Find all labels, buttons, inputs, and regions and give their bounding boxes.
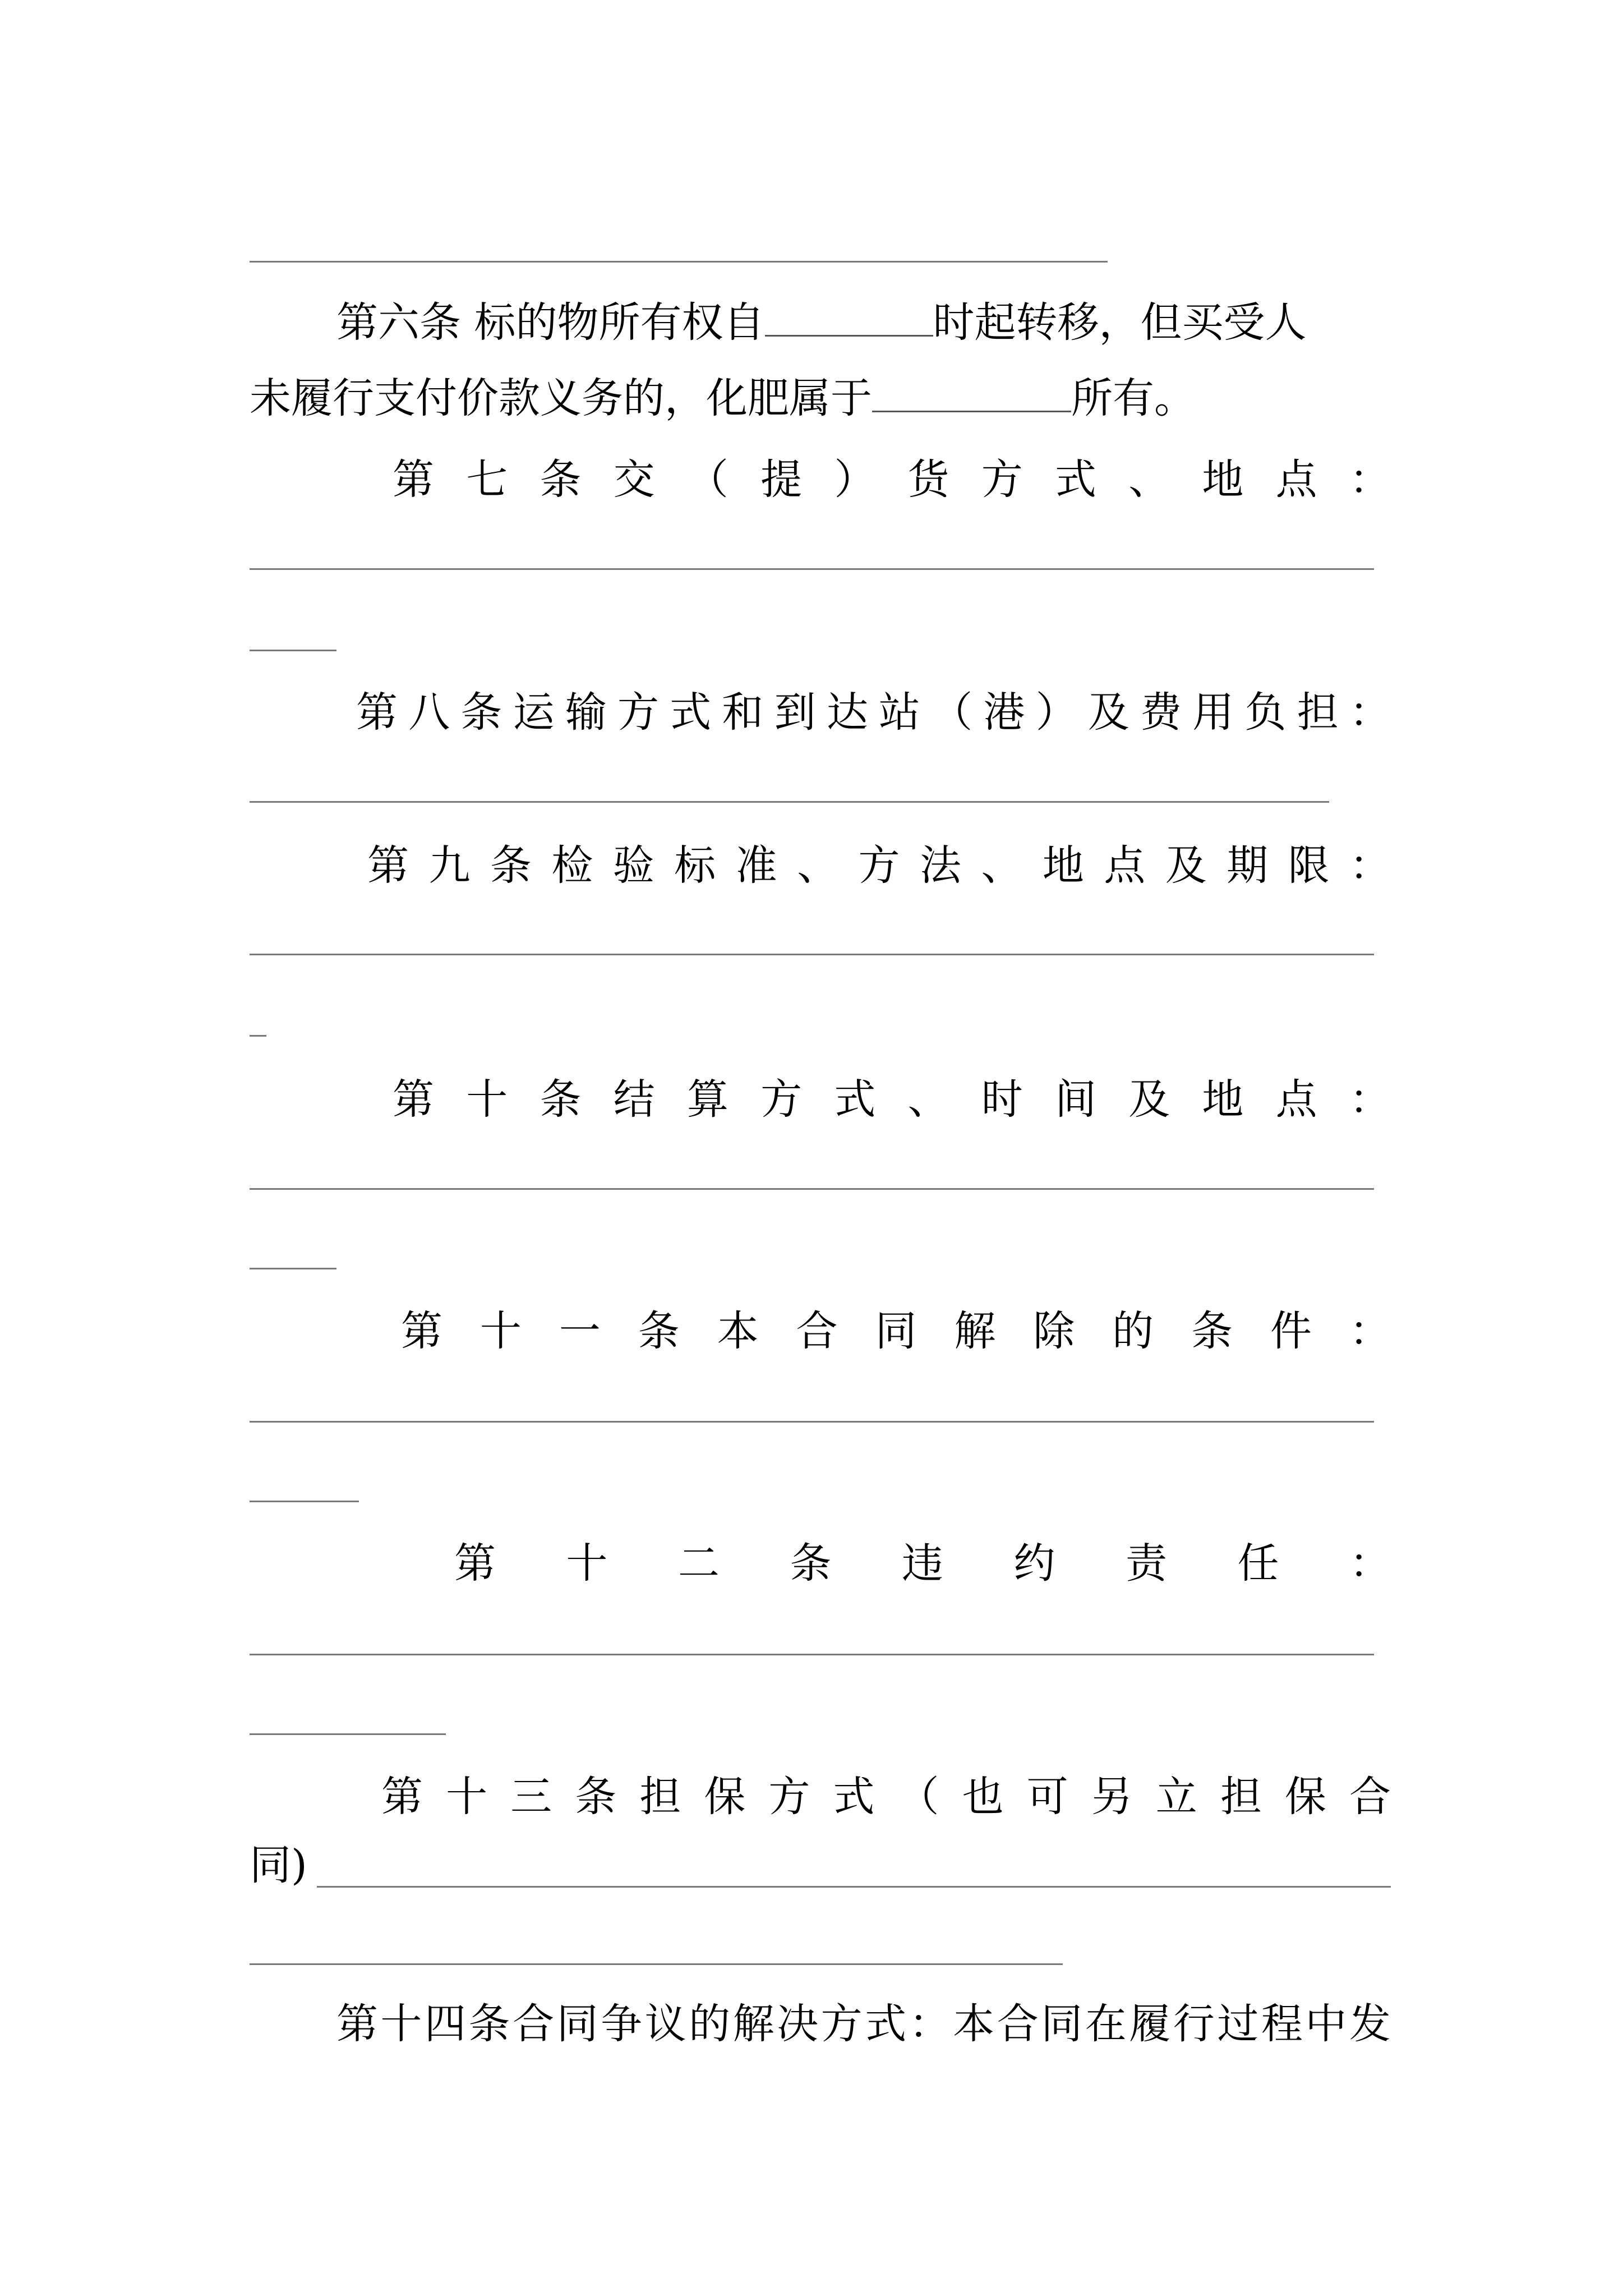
heading-char: 过	[1217, 2000, 1259, 2048]
heading-char: ：	[1349, 1075, 1391, 1124]
heading-char: 货	[907, 455, 949, 504]
heading-char: 合	[1349, 1773, 1391, 1821]
heading-char: 件	[1270, 1307, 1312, 1355]
heading-char: 间	[1054, 1075, 1096, 1124]
article-14	[336, 1993, 1391, 2055]
heading-char: ）	[1035, 688, 1077, 737]
article-12	[454, 1533, 1391, 1594]
heading-char: 站	[879, 688, 921, 737]
blank-line	[250, 568, 1374, 570]
heading-char: 方	[981, 455, 1023, 504]
heading-char: 第	[381, 1773, 423, 1821]
heading-char: 式	[670, 688, 712, 737]
heading-char: 算	[686, 1075, 728, 1124]
blank-line	[250, 1421, 1374, 1423]
heading-char: （	[686, 455, 728, 504]
heading-char: 输	[565, 688, 607, 737]
heading-char: 期	[1227, 841, 1269, 890]
blank-line	[250, 1963, 1063, 1965]
heading-char: 三	[510, 1773, 552, 1821]
heading-char: 十	[479, 1307, 522, 1355]
heading-char: 负	[1244, 688, 1287, 737]
heading-char: 准	[735, 841, 777, 890]
heading-char: 用	[1192, 688, 1234, 737]
heading-char: 保	[1284, 1773, 1326, 1821]
heading-char: （	[931, 688, 973, 737]
heading-char: 结	[613, 1075, 655, 1124]
heading-char: 担	[1220, 1773, 1262, 1821]
blank-field[interactable]	[872, 371, 1071, 412]
blank-field[interactable]	[765, 296, 933, 337]
heading-char: 第	[336, 2000, 378, 2048]
heading-char: 程	[1261, 2000, 1303, 2048]
blank-line	[250, 1654, 1374, 1655]
heading-char: 点	[1104, 841, 1146, 890]
heading-char: 担	[1297, 688, 1339, 737]
heading-char: 条	[575, 1773, 617, 1821]
article-7	[393, 449, 1391, 510]
heading-char: 保	[704, 1773, 746, 1821]
article-6-line-2: 未履行支付价款义务的，化肥属于 所有。	[250, 367, 1391, 429]
blank-line	[250, 1268, 336, 1269]
blank-line	[250, 1501, 359, 1502]
heading-char: 条	[540, 1075, 582, 1124]
heading-char: 第	[454, 1539, 496, 1588]
heading-char: 及	[1128, 1075, 1170, 1124]
heading-char: 本	[717, 1307, 759, 1355]
heading-char: 担	[639, 1773, 681, 1821]
heading-char: 条	[490, 841, 532, 890]
heading-char: 合	[513, 2000, 555, 2048]
heading-char: 的	[689, 2000, 731, 2048]
heading-char: 也	[962, 1773, 1004, 1821]
heading-char: 点	[1275, 1075, 1317, 1124]
heading-char: 四	[425, 2000, 467, 2048]
article-11	[401, 1300, 1391, 1362]
article-10	[393, 1069, 1391, 1130]
heading-char: 合	[796, 1307, 838, 1355]
heading-char: 地	[1202, 455, 1244, 504]
blank-line	[250, 261, 1108, 263]
heading-char: 任	[1237, 1539, 1279, 1588]
heading-char: 方	[820, 2000, 863, 2048]
article-13-line-2: 同)	[250, 1841, 307, 1889]
heading-char: 另	[1091, 1773, 1133, 1821]
heading-char: 方	[858, 841, 900, 890]
heading-char: 条	[540, 455, 582, 504]
heading-char: 八	[408, 688, 450, 737]
heading-char: ：	[1349, 688, 1391, 737]
heading-char: 解	[732, 2000, 774, 2048]
heading-char: 条	[460, 688, 502, 737]
heading-char: 履	[1129, 2000, 1171, 2048]
heading-char: 、	[797, 841, 839, 890]
heading-char: 达	[826, 688, 868, 737]
heading-char: 同	[1041, 2000, 1083, 2048]
blank-line	[250, 1188, 1374, 1190]
heading-char: 条	[790, 1539, 832, 1588]
heading-char: 验	[612, 841, 654, 890]
heading-char: 十	[466, 1075, 508, 1124]
heading-char: 条	[638, 1307, 680, 1355]
heading-char: 十	[566, 1539, 608, 1588]
blank-line	[250, 801, 1329, 803]
heading-char: 争	[601, 2000, 643, 2048]
heading-char: 本	[953, 2000, 995, 2048]
heading-char: 立	[1155, 1773, 1197, 1821]
heading-char: 决	[777, 2000, 819, 2048]
heading-char: 第	[393, 455, 434, 504]
heading-char: 地	[1042, 841, 1084, 890]
blank-line	[250, 954, 1374, 955]
heading-char: 一	[559, 1307, 601, 1355]
heading-char: 中	[1305, 2000, 1347, 2048]
heading-char: ）	[834, 455, 876, 504]
heading-char: 港	[983, 688, 1025, 737]
heading-char: 的	[1112, 1307, 1154, 1355]
heading-char: 检	[551, 841, 593, 890]
heading-char: 在	[1085, 2000, 1127, 2048]
blank-line	[250, 1733, 446, 1735]
heading-char: （	[897, 1773, 939, 1821]
heading-char: 和	[722, 688, 764, 737]
heading-char: 责	[1126, 1539, 1167, 1588]
heading-char: 限	[1288, 841, 1330, 890]
heading-char: ：	[909, 2000, 951, 2048]
article-6-line-1: 第六条 标的物所有权自 时起转移，但买受人	[336, 292, 1391, 353]
heading-char: 及	[1165, 841, 1207, 890]
heading-char: ：	[1349, 1539, 1391, 1588]
heading-char: 地	[1202, 1075, 1244, 1124]
heading-char: 违	[902, 1539, 943, 1588]
heading-char: 费	[1140, 688, 1182, 737]
heading-char: 第	[356, 688, 398, 737]
heading-char: 时	[981, 1075, 1023, 1124]
heading-char: 行	[1173, 2000, 1215, 2048]
heading-char: 、	[1128, 455, 1170, 504]
heading-char: ：	[1349, 1307, 1391, 1355]
heading-char: 标	[674, 841, 716, 890]
heading-char: 可	[1026, 1773, 1068, 1821]
heading-char: 条	[468, 2000, 510, 2048]
heading-char: 二	[678, 1539, 720, 1588]
heading-char: 交	[613, 455, 655, 504]
heading-char: 式	[865, 2000, 907, 2048]
heading-char: 式	[834, 1075, 876, 1124]
heading-char: 七	[466, 455, 508, 504]
heading-char: 十	[446, 1773, 488, 1821]
heading-char: 方	[768, 1773, 810, 1821]
heading-char: 解	[954, 1307, 996, 1355]
heading-char: 第	[367, 841, 409, 890]
heading-char: 式	[833, 1773, 875, 1821]
heading-char: 运	[513, 688, 555, 737]
heading-char: 条	[1191, 1307, 1233, 1355]
heading-char: 九	[428, 841, 471, 890]
heading-char: 议	[644, 2000, 686, 2048]
article-13-line-1	[381, 1766, 1391, 1828]
heading-char: 发	[1349, 2000, 1391, 2048]
blank-line	[250, 650, 336, 651]
heading-char: 点	[1275, 455, 1317, 504]
heading-char: 式	[1054, 455, 1096, 504]
heading-char: 方	[760, 1075, 803, 1124]
heading-char: 、	[907, 1075, 949, 1124]
heading-char: ：	[1349, 455, 1391, 504]
heading-char: 法	[919, 841, 961, 890]
heading-char: 、	[981, 841, 1023, 890]
heading-char: 到	[774, 688, 816, 737]
heading-char: 及	[1087, 688, 1129, 737]
blank-line	[317, 1886, 1391, 1888]
heading-char: 第	[393, 1075, 434, 1124]
blank-line	[250, 1035, 266, 1037]
article-9	[367, 835, 1391, 896]
heading-char: 方	[617, 688, 660, 737]
heading-char: 同	[556, 2000, 598, 2048]
heading-char: 除	[1033, 1307, 1075, 1355]
heading-char: ：	[1349, 841, 1391, 890]
heading-char: 约	[1013, 1539, 1055, 1588]
heading-char: 同	[875, 1307, 917, 1355]
heading-char: 第	[401, 1307, 442, 1355]
heading-char: 提	[760, 455, 803, 504]
heading-char: 十	[380, 2000, 422, 2048]
heading-char: 合	[997, 2000, 1039, 2048]
article-8	[356, 682, 1391, 743]
